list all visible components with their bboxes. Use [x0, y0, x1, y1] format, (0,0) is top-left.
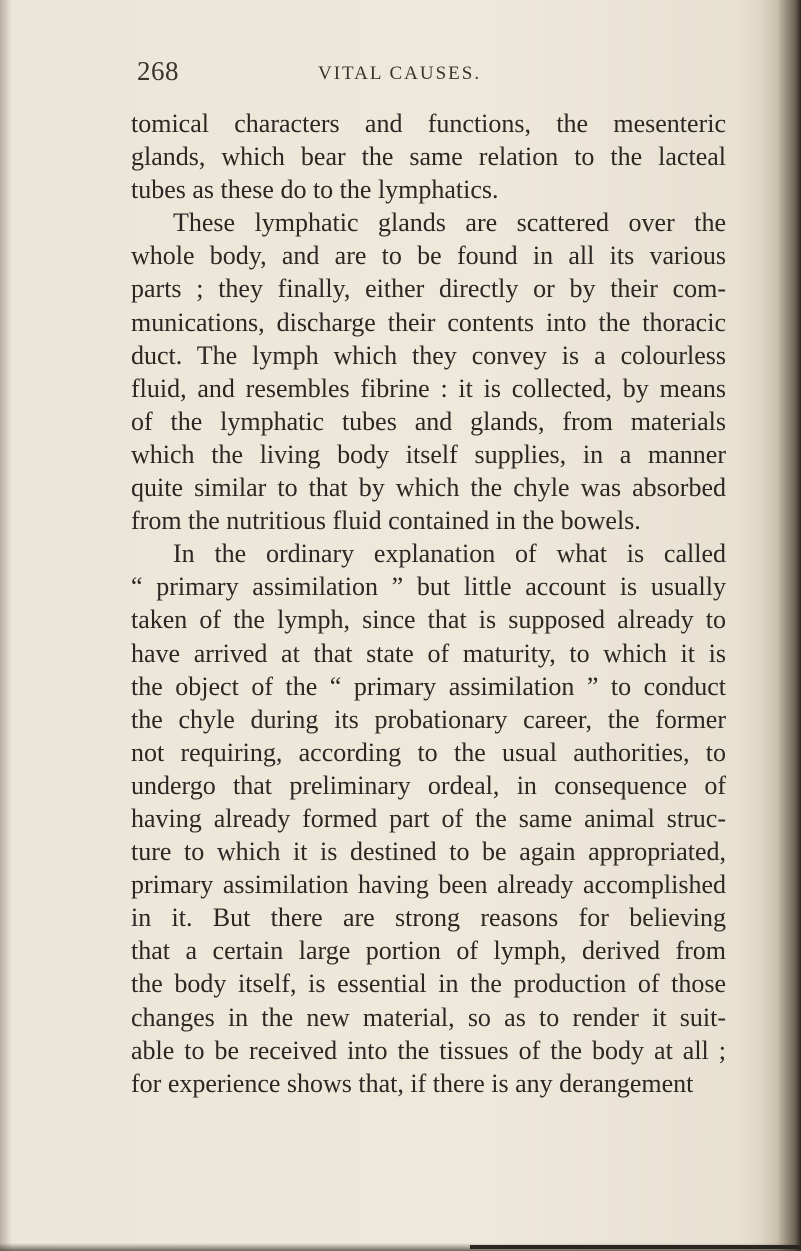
- text-line: primary assimilation having been already accomplished: [131, 870, 726, 900]
- text-line: taken of the lymph, since that is supposed already to: [131, 605, 726, 635]
- text-line: parts ; they finally, either directly or by their com-: [131, 274, 726, 304]
- text-line: quite similar to that by which the chyle was absorbed: [131, 473, 726, 503]
- text-line: whole body, and are to be found in all its various: [131, 241, 726, 271]
- text-line: from the nutritious fluid contained in the bowels.: [131, 506, 641, 536]
- binding-edge: [470, 1245, 801, 1249]
- text-line: These lymphatic glands are scattered over the: [173, 208, 726, 238]
- body-text: [131, 107, 726, 1100]
- text-line: ture to which it is destined to be again appropriated,: [131, 837, 726, 867]
- text-line: having already formed part of the same animal struc-: [131, 803, 726, 833]
- text-line: fluid, and resembles fibrine : it is collected, by means: [131, 373, 726, 403]
- text-line: undergo that preliminary ordeal, in consequence of: [131, 770, 726, 800]
- page-number: 268: [137, 56, 179, 86]
- text-line: “ primary assimilation ” but little account is usually: [131, 572, 726, 602]
- text-line: In the ordinary explanation of what is called: [173, 539, 726, 569]
- text-line: not requiring, according to the usual authorities, to: [131, 737, 726, 767]
- text-line: the body itself, is essential in the production of those: [131, 969, 726, 999]
- text-line: munications, discharge their contents into the thoracic: [131, 307, 726, 337]
- text-line: tubes as these do to the lymphatics.: [131, 175, 499, 205]
- text-line: of the lymphatic tubes and glands, from materials: [131, 406, 726, 436]
- page-header: [0, 0, 801, 120]
- text-line: that a certain large portion of lymph, derived from: [131, 936, 726, 966]
- text-line: glands, which bear the same relation to the lacteal: [131, 142, 726, 172]
- text-line: duct. The lymph which they convey is a colourless: [131, 340, 726, 370]
- text-line: the object of the “ primary assimilation ” to conduct: [131, 671, 726, 701]
- spine-shadow: [761, 0, 801, 1251]
- text-line: changes in the new material, so as to render it suit-: [131, 1002, 726, 1032]
- text-line: able to be received into the tissues of the body at all ;: [131, 1035, 726, 1065]
- page-left-edge: [0, 0, 12, 1251]
- text-line: in it. But there are strong reasons for believing: [131, 903, 726, 933]
- text-line: have arrived at that state of maturity, to which it is: [131, 638, 726, 668]
- text-line: which the living body itself supplies, in a manner: [131, 439, 726, 469]
- text-line: for experience shows that, if there is any derangement: [131, 1068, 694, 1098]
- text-line: the chyle during its probationary career, the former: [131, 704, 726, 734]
- running-head: VITAL CAUSES.: [318, 63, 482, 84]
- text-line: tomical characters and functions, the mesenteric: [131, 109, 726, 138]
